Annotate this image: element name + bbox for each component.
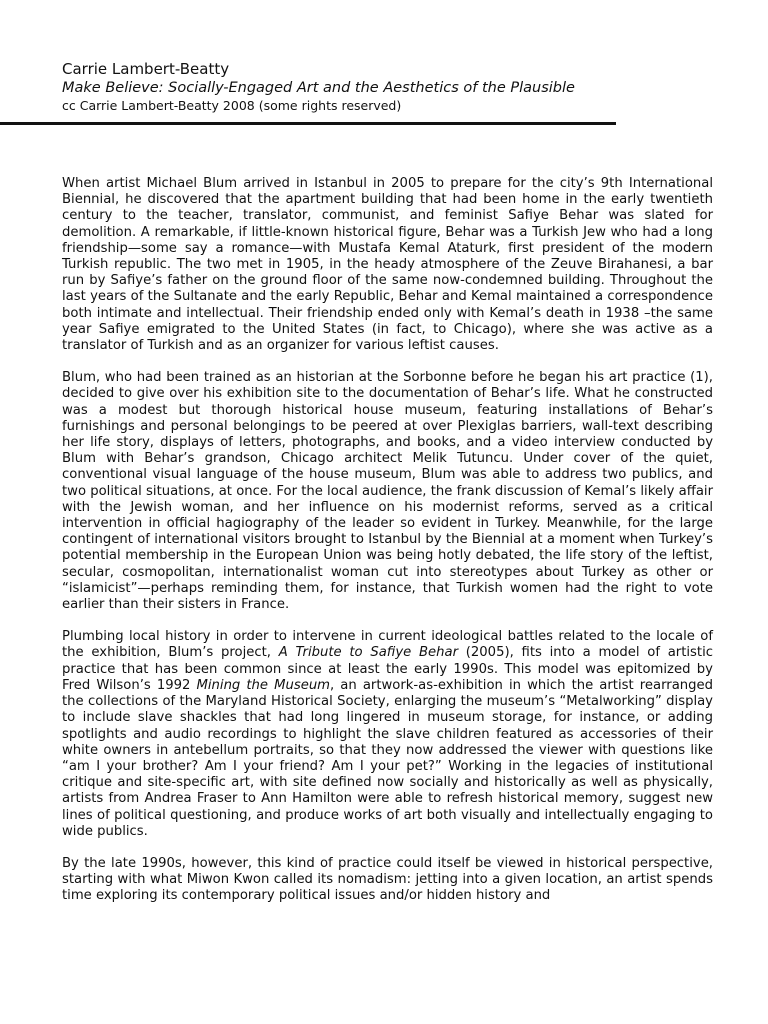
paragraph-3-text-a: Plumbing local history in order to intervene in current ideological battles related to the locale of the exhibition, Blum’s project, <box>62 629 713 661</box>
author-name: Carrie Lambert-Beatty <box>62 60 230 78</box>
artwork-title-tribute: A Tribute to Safiye Behar <box>278 645 459 661</box>
document-header <box>62 60 682 114</box>
document-title: Make Believe: Socially-Engaged Art and the Aesthetics of the Plausible <box>62 80 575 96</box>
paragraph-2: Blum, who had been trained as an historian at the Sorbonne before he began his art practice (1), decided to give over his exhibition site to the documentation of Behar’s life. What he constructed was a modest but thorough historical house museum, featuring installations of Behar’s furnishings and personal belongings to be peered at over Plexiglas barriers, wall-text describing her life story, displays of letters, photographs, and books, and a video interview conducted by Blum with Behar’s grandson, Chicago architect Melik Tutuncu. Under cover of the quiet, conventional visual language of the house museum, Blum was able to address two publics, and two political situations, at once. For the local audience, the frank discussion of Kemal’s likely affair with the Jewish woman, and her influence on his modernist reforms, served as a critical intervention in official hagiography of the leader so evident in Turkey. Meanwhile, for the large contingent of international visitors brought to Istanbul by the Biennial at a moment when Turkey’s potential membership in the European Union was being hotly debated, the life story of the leftist, secular, cosmopolitan, internationalist woman cut into stereotypes about Turkey as other or “islamicist”—perhaps reminding them, for instance, that Turkish women had the right to vote earlier than their sisters in France. <box>62 370 713 613</box>
artwork-title-mining: Mining the Museum <box>196 677 331 693</box>
paragraph-3-text-e: , an artwork-as-exhibition in which the artist rearranged the collections of the Maryland Historical Society, enlarging the museum’s “Metalworking” display to include slave shackles that had long lingered in museum storage, for instance, or adding spotlights and audio recordings to highlight the slave children featured as accessories of their white owners in antebellum portraits, so that they now addressed the viewer with questions like “am I your brother? Am I your friend? Am I your pet?” Working in the legacies of institutional critique and site-specific art, with site defined now socially and historically as well as physically, artists from Andrea Fraser to Ann Hamilton were able to refresh historical memory, suggest new lines of political questioning, and produce works of art both visually and intellectually engaging to wide publics. <box>62 677 713 839</box>
document-body <box>62 176 713 905</box>
header-divider <box>0 122 616 125</box>
paragraph-3-text-c: (2005), fits into a model of artistic practice that has been common since at least the early 1990s. This model was epitomized by Fred Wilson’s 1992 <box>62 645 713 693</box>
paragraph-1: When artist Michael Blum arrived in Istanbul in 2005 to prepare for the city’s 9th International Biennial, he discovered that the apartment building that had been home in the early twentieth century to the teacher, translator, communist, and feminist Safiye Behar was slated for demolition. A remarkable, if little-known historical figure, Behar was a Turkish Jew who had a long friendship—some say a romance—with Mustafa Kemal Ataturk, first president of the modern Turkish republic. The two met in 1905, in the heady atmosphere of the Zeuve Birahanesi, a bar run by Safiye’s father on the ground floor of the same now-condemned building. Throughout the last years of the Sultanate and the early Republic, Behar and Kemal maintained a correspondence both intimate and intellectual. Their friendship ended only with Kemal’s death in 1938 –the same year Safiye emigrated to the United States (in fact, to Chicago), where she was active as a translator of Turkish and as an organizer for various leftist causes. <box>62 176 713 354</box>
paragraph-4: By the late 1990s, however, this kind of practice could itself be viewed in historical perspective, starting with what Miwon Kwon called its nomadism: jetting into a given location, an artist spends time exploring its contemporary political issues and/or hidden history and <box>62 855 713 904</box>
paragraph-3 <box>62 629 713 840</box>
copyright-line: cc Carrie Lambert-Beatty 2008 (some rights reserved) <box>62 98 402 113</box>
